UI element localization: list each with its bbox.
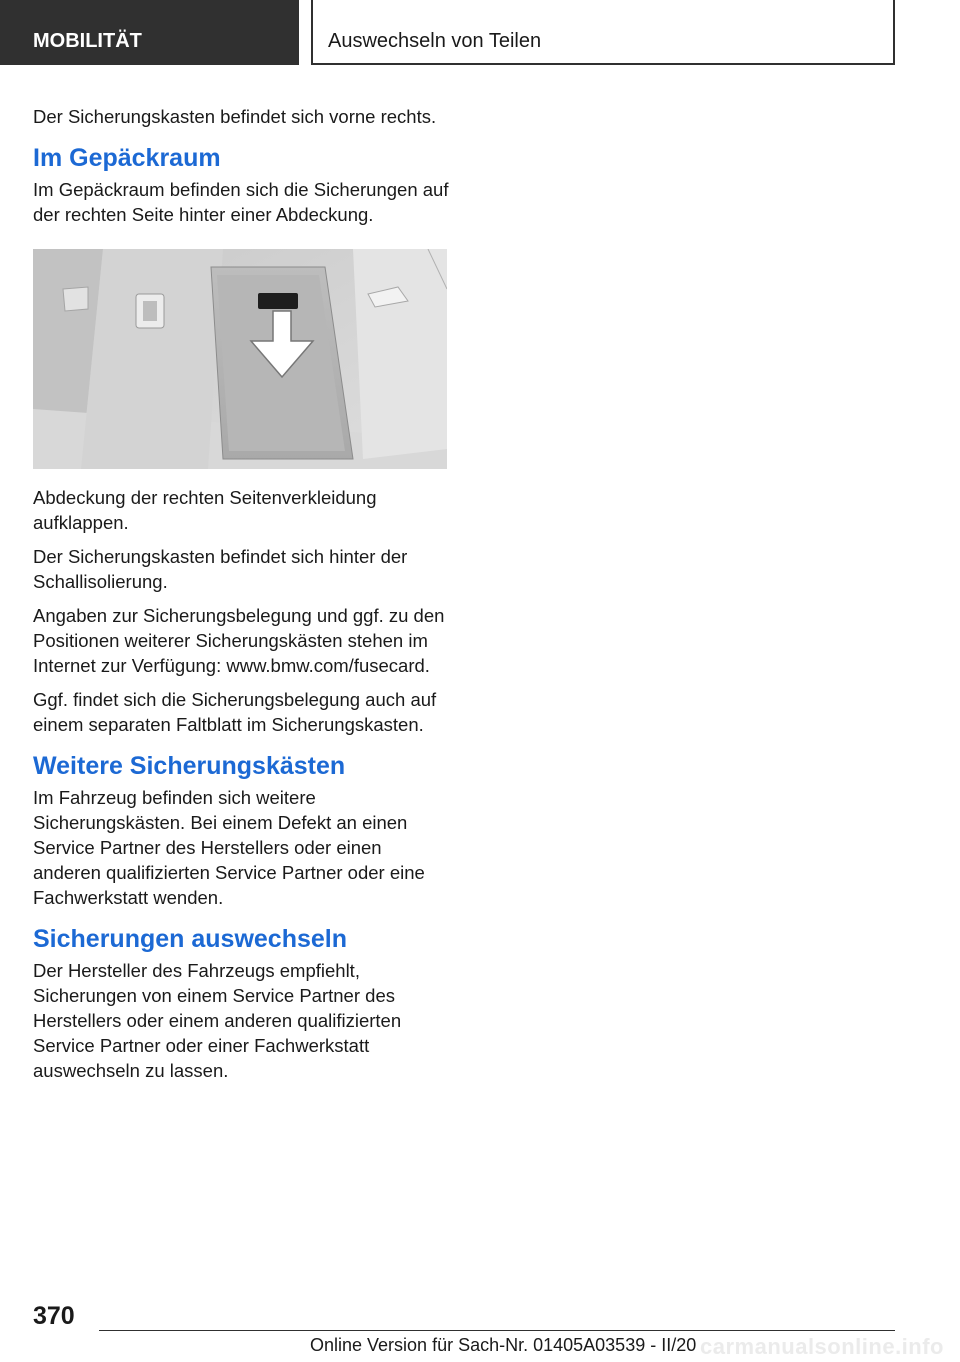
section-title: Auswechseln von Teilen [311,0,895,65]
paragraph-auswechseln: Der Hersteller des Fahrzeugs empfiehlt, Sicherungen von einem Service Partner des Herstellers oder einem anderen qualifizierten Service Partner oder einer Fachwerkstatt auswechseln zu lassen. [33,960,402,1081]
paragraph-abdeckung: Abdeckung der rechten Seitenverkleidung aufklappen. [33,487,377,533]
luggage-compartment-cover-image [33,249,447,469]
heading-gepaeckraum: Im Gepäckraum [33,144,221,172]
intro-paragraph: Der Sicherungskasten befindet sich vorne rechts. [33,106,437,127]
paragraph-angaben: Angaben zur Sicherungsbelegung und ggf. zu den Positionen weiterer Sicherungskästen stehen im Internet zur Verfügung: www.bmw.com/fusecard. [33,605,445,676]
heading-weitere: Weitere Sicherungskästen [33,752,346,780]
page-number: 370 [33,1302,75,1330]
watermark-text: carmanualsonline.info [700,1334,944,1359]
footer-divider [99,1330,895,1331]
paragraph-weitere: Im Fahrzeug befinden sich weitere Sicherungskästen. Bei einem Defekt an einen Service Partner des Herstellers oder einen anderen qualifizierten Service Partner oder eine Fachwerkstatt wenden. [33,787,425,908]
paragraph-faltblatt: Ggf. findet sich die Sicherungsbelegung auch auf einem separaten Faltblatt im Sicherungskasten. [33,689,437,735]
heading-auswechseln: Sicherungen auswechseln [33,925,347,953]
online-version-text: Online Version für Sach-Nr. 01405A03539 - II/20 [310,1335,697,1355]
paragraph-schallisolierung: Der Sicherungskasten befindet sich hinter der Schallisolierung. [33,546,408,592]
paragraph-gepaeckraum: Im Gepäckraum befinden sich die Sicherungen auf der rechten Seite hinter einer Abdeckung. [33,179,449,225]
main-content [33,104,451,1092]
chapter-tab: MOBILITÄT [0,0,299,65]
